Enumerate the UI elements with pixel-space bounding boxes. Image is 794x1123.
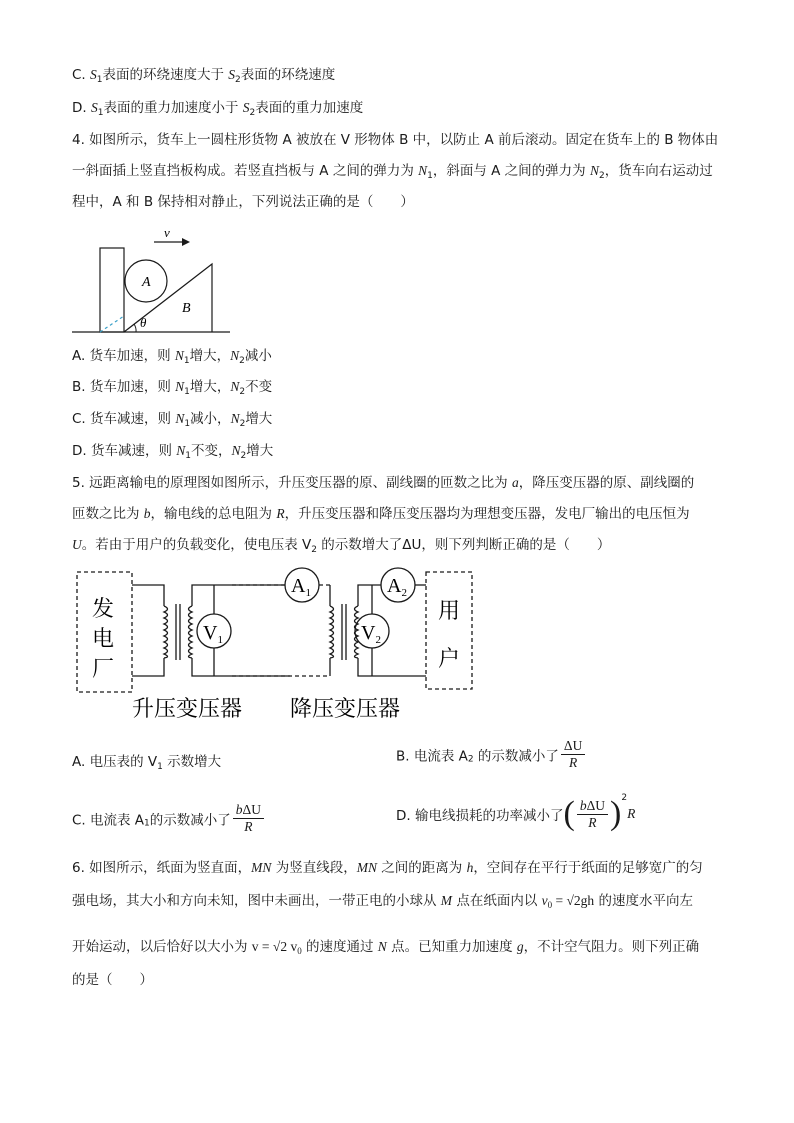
user-box [426, 572, 472, 689]
plant-char-2: 电 [92, 626, 115, 651]
user-char-1: 用 [438, 598, 461, 623]
fraction-du-over-r: $\frac{\Delta U}{R}$ [561, 738, 585, 771]
q5-stem-line2: 匝数之比为 b，输电线的总电阻为 R，升压变压器和降压变压器均为理想变压器，发电厂输出的电压恒为 [72, 506, 690, 522]
step-down-label: 降压变压器 [290, 696, 401, 721]
stepdown-primary-coil [330, 606, 334, 658]
q5-option-a: A. 电压表的 $V_1$ 示数增大 [72, 754, 222, 772]
plant-wire-top [132, 585, 164, 606]
q6-stem-line3: 开始运动，以后恰好以大小为 v = √2 $v_0$ 的速度通过 N 点。已知重力加速度 g，不计空气阻力。则下列正确 [72, 939, 700, 956]
q4-truck-figure [70, 222, 235, 337]
v2-label: $V_2$ [361, 622, 381, 646]
fraction-bdu-over-r: $\frac{\text{bΔU}}{R}$ [233, 802, 264, 835]
v1-label: $V_1$ [203, 622, 223, 646]
q4-option-b: B. 货车加速，则 $N_1$增大，$N_2$不变 [72, 379, 273, 397]
theta-arc [134, 324, 136, 332]
q5-circuit-figure [72, 566, 482, 726]
label-b: B [182, 301, 191, 316]
q4-option-c: C. 货车减速，则 $N_1$减小，$N_2$增大 [72, 411, 273, 429]
q4-stem-line1: 4. 如图所示，货车上一圆柱形货物 A 被放在 V 形物体 B 中，以防止 A 前后滚动。固定在货车上的 B 物体由 [72, 132, 719, 148]
a1-label: $A_1$ [291, 575, 311, 599]
q3-option-c: C. $S_1$表面的环绕速度大于 $S_2$表面的环绕速度 [72, 67, 336, 85]
stepup-primary-coil [164, 606, 168, 658]
q4-stem-line2: 一斜面插上竖直挡板构成。若竖直挡板与 A 之间的弹力为 $N_1$，斜面与 A 之间的弹力为 $N_2$，货车向右运动过 [72, 163, 713, 181]
q4-option-a: A. 货车加速，则 $N_1$增大，$N_2$减小 [72, 348, 272, 366]
q6-stem-line1: 6. 如图所示，纸面为竖直面，MN 为竖直线段，MN 之间的距离为 h，空间存在平行于纸面的足够宽广的匀 [72, 860, 703, 876]
velocity-arrowhead [182, 238, 190, 246]
stepup-secondary-coil [189, 606, 193, 658]
wedge-b [124, 264, 212, 332]
plant-char-1: 发 [92, 596, 115, 621]
q6-stem-line2: 强电场，其大小和方向未知，图中未画出，一带正电的小球从 M 点在纸面内以 $v_0 = √2gh$ 的速度水平向左 [72, 893, 693, 910]
label-theta: θ [140, 315, 147, 330]
q5-option-b: B. 电流表 $A_2$ 的示数减小了 $\frac{\Delta U}{R}$ [396, 738, 587, 771]
q6-stem-line4: 的是（ ） [72, 972, 153, 988]
user-char-2: 户 [438, 646, 461, 671]
velocity-label: v [164, 225, 170, 240]
q5-stem-line1: 5. 远距离输电的原理图如图所示，升压变压器的原、副线圈的匝数之比为 a，降压变压器的原、副线圈的 [72, 475, 695, 491]
plant-char-3: 厂 [92, 656, 115, 681]
q5-option-d: D. 输电线损耗的功率减小了( $\frac{\text{bΔU}}{R}$ )$^2$R [396, 793, 636, 832]
plant-wire-bottom [132, 658, 164, 676]
step-up-label: 升压变压器 [132, 696, 243, 721]
q4-option-d: D. 货车减速，则 $N_1$不变，$N_2$增大 [72, 443, 274, 461]
label-a: A [142, 275, 151, 290]
a2-label: $A_2$ [387, 575, 407, 599]
vertical-board [100, 248, 124, 332]
q5-option-c: C. 电流表 $A_1$的示数减小了 $\frac{\text{bΔU}}{R}$ [72, 802, 266, 835]
q3-option-d: D. $S_1$表面的重力加速度小于 $S_2$表面的重力加速度 [72, 100, 364, 118]
fraction-bdu-over-r-squared: $\frac{\text{bΔU}}{R}$ [577, 798, 608, 831]
q5-stem-line3: U。若由于用户的负载变化，使电压表 $V_2$ 的示数增大了ΔU，则下列判断正确的是（ ） [72, 537, 611, 555]
dashed-extension [100, 316, 124, 332]
q4-stem-line3: 程中，A 和 B 保持相对静止，下列说法正确的是（ ） [72, 194, 414, 210]
